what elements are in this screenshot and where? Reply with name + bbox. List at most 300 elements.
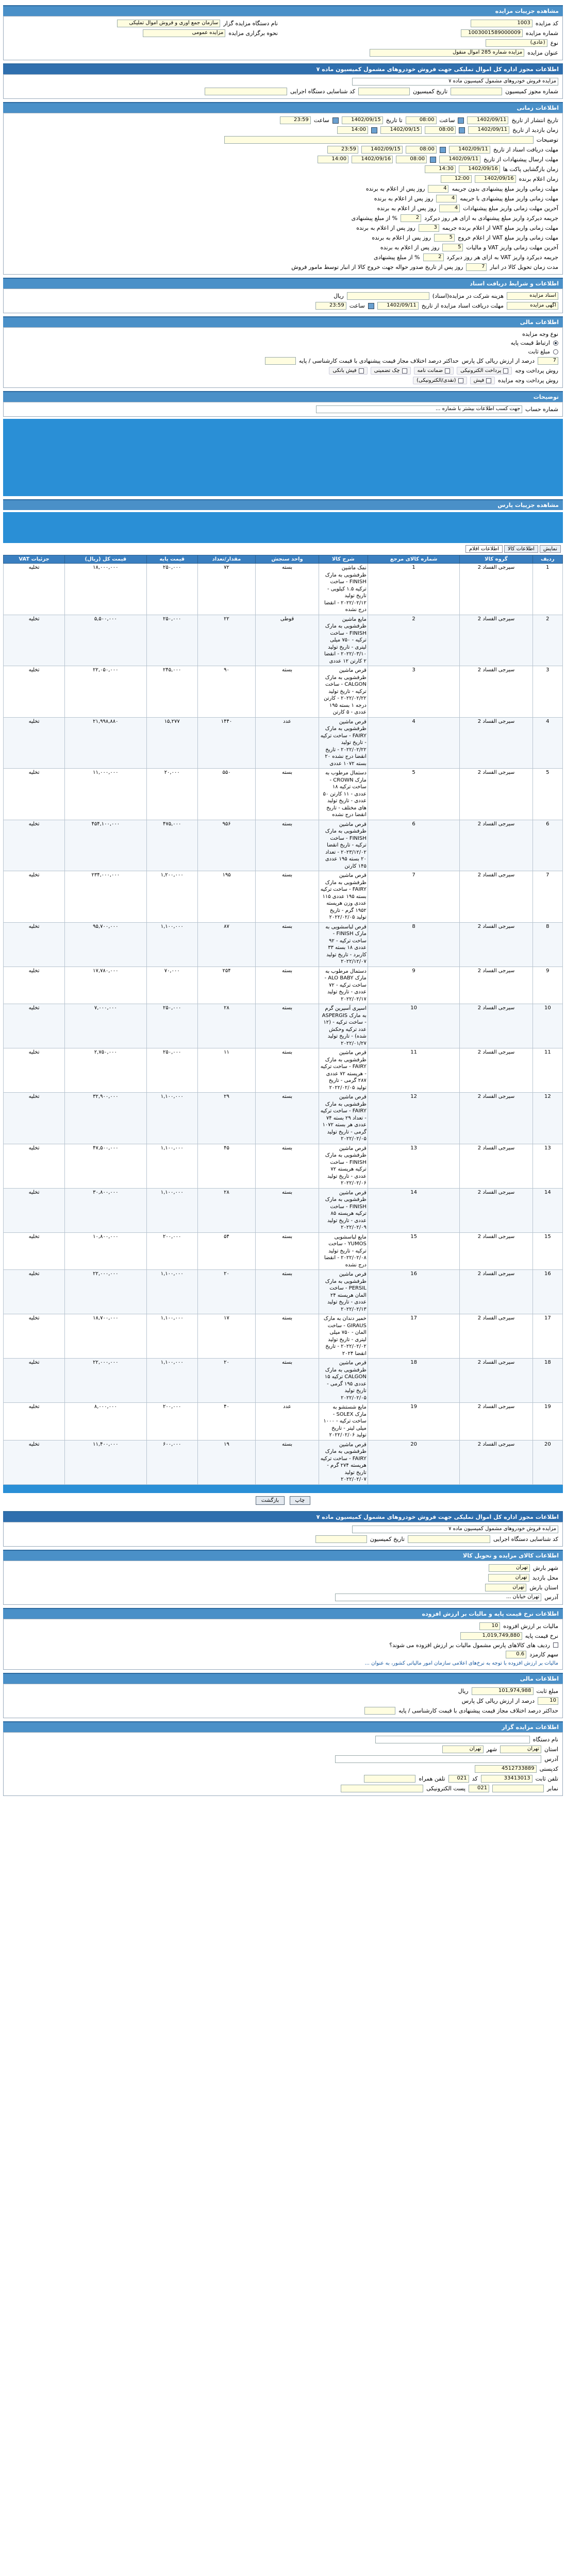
cell-n: 15 — [532, 1232, 562, 1270]
pub-time-to[interactable]: 23:59 — [280, 116, 311, 124]
bottom-device[interactable] — [408, 1535, 490, 1543]
table-row — [4, 1440, 563, 1484]
option-label: ضمانت نامه — [417, 368, 443, 374]
code-field[interactable]: 1003 — [471, 20, 532, 27]
percent2-field[interactable]: 10 — [538, 1697, 558, 1705]
cell-price: ۲۰۰,۰۰۰ — [146, 1232, 197, 1270]
timing-rule-row — [8, 213, 558, 223]
cell-desc: قرص ماشین ظرفشویی به مارک FAIRY - ساخت ترکیه - هرپسته ۷۲ عددی ۲۸۷ گرمی - تاریخ تولید ۲۰۲۲/۰۲/۰۵ — [319, 1048, 368, 1093]
payment-option[interactable] — [457, 367, 512, 375]
cell-code: 11 — [368, 1048, 459, 1093]
cell-code: 16 — [368, 1270, 459, 1314]
c-mobile-field[interactable] — [364, 1775, 415, 1783]
items-info-header: اطلاعات کالای مزایده و تحویل کالا — [3, 1550, 563, 1561]
option-checkbox[interactable] — [486, 378, 491, 383]
account-field[interactable]: جهت کسب اطلاعات بیشتر با شماره ... — [316, 405, 522, 413]
cell-unit: بسته — [256, 1232, 319, 1270]
cell-price: ۱,۱۰۰,۰۰۰ — [146, 1359, 197, 1403]
c-province-label: استان — [544, 1745, 558, 1753]
pub-from[interactable]: 1402/09/11 — [467, 116, 508, 124]
rule-value[interactable]: 5 — [442, 244, 463, 251]
subject-panel — [3, 74, 563, 99]
calendar-icon[interactable] — [430, 157, 436, 163]
cell-group: سیرجی الفساد 2 — [460, 769, 532, 820]
rule-value[interactable]: 4 — [436, 195, 457, 202]
payment-option[interactable] — [371, 367, 411, 375]
cell-code: 2 — [368, 615, 459, 666]
descriptions-panel — [3, 402, 563, 417]
cell-unit: بسته — [256, 1359, 319, 1403]
fixed2-label: مبلغ ثابت — [536, 1687, 558, 1694]
column-header: ردیف — [532, 555, 562, 564]
rule-text: مدت زمان تحویل کالا در انبار — [490, 264, 558, 270]
org-field[interactable]: سازمان جمع آوری و فروش اموال تملیکی — [117, 20, 220, 27]
table-footer — [3, 1485, 563, 1493]
visit-to[interactable]: 1402/09/15 — [380, 126, 422, 134]
item-tabs — [3, 543, 563, 555]
cell-vat[interactable]: تخلیه — [4, 1440, 65, 1484]
cell-code: 20 — [368, 1440, 459, 1484]
c-province-field[interactable]: تهران — [500, 1745, 541, 1753]
cell-qty: ۲۰ — [197, 1270, 255, 1314]
deadline-label: مهلت دریافت اسناد مزایده از تاریخ — [421, 302, 504, 309]
timing-panel — [3, 113, 563, 275]
calendar-icon[interactable] — [440, 147, 446, 153]
option-checkbox[interactable] — [445, 368, 450, 374]
c-postal-field[interactable]: 4512733889 — [475, 1765, 537, 1773]
option-label: پرداخت الکترونیکی — [460, 368, 502, 374]
rule-unit: % از مبلغ پیشنهادی — [351, 215, 398, 222]
docs-from[interactable]: 1402/09/11 — [449, 146, 490, 154]
type-field[interactable]: (عادی) — [486, 39, 547, 47]
cell-vat[interactable]: تخلیه — [4, 564, 65, 615]
cell-total: ۱۱,۴۰۰,۰۰۰ — [65, 1440, 146, 1484]
cell-price: ۱,۱۰۰,۰۰۰ — [146, 1314, 197, 1359]
table-row — [4, 1093, 563, 1144]
cell-qty: ۲۸ — [197, 1188, 255, 1232]
cell-group: سیرجی الفساد 2 — [460, 1144, 532, 1188]
fixed2-field[interactable]: 101,974,988 — [472, 1687, 534, 1695]
cell-total: ۲۳۴,۰۰۰,۰۰۰ — [65, 871, 146, 923]
cell-vat[interactable]: تخلیه — [4, 1004, 65, 1048]
rule-text: مهلت زمانی واریز مبلغ پیشنهادی بدون جریمه — [452, 185, 558, 192]
cell-n: 7 — [532, 871, 562, 923]
conditions-panel — [3, 289, 563, 313]
cell-unit: بسته — [256, 1188, 319, 1232]
c-phone-field[interactable]: 33413013 — [481, 1775, 532, 1783]
cell-qty: ۲۲ — [197, 615, 255, 666]
cell-group: سیرجی الفساد 2 — [460, 1359, 532, 1403]
table-row — [4, 922, 563, 967]
max-field[interactable] — [265, 357, 296, 365]
cell-total: ۳۲,۹۰۰,۰۰۰ — [65, 1093, 146, 1144]
cell-unit: بسته — [256, 820, 319, 871]
vat-share-label: سهم کارمزد — [529, 1651, 558, 1658]
payment-option[interactable] — [470, 377, 495, 384]
c-area-field[interactable]: 021 — [448, 1775, 469, 1783]
location-field[interactable]: تهران — [488, 1574, 529, 1582]
calendar-icon[interactable] — [368, 303, 374, 309]
commission-date-field[interactable] — [358, 88, 410, 95]
address-field[interactable]: تهران خیابان ... — [335, 1594, 541, 1601]
table-header-row — [4, 555, 563, 564]
rate-field[interactable]: 1,019,749,880 — [460, 1632, 522, 1640]
cell-desc: اسپری آسپرین گرم به مارک ASPERGIS - ساخت ترکیه - (۱۲ عدد ترکیه وحکش شده) - تاریخ تولید ۲۰۲۲/۰۱/۲۷ — [319, 1004, 368, 1048]
max2-label: حداکثر درصد اختلاف مجاز قیمت پیشنهادی با قیمت کارشناسی / پایه — [398, 1707, 558, 1714]
base-radio[interactable] — [553, 341, 558, 346]
cell-desc: قرص ماشین ظرفشویی به مارک FAIRY - ساخت ترکیه هرپسته ۲۷۴ گرم - تاریخ تولید ۲۰۲۲/۰۲/۰۷ — [319, 1440, 368, 1484]
cell-total: ۲۲,۰۵۰,۰۰۰ — [65, 666, 146, 718]
visit-from[interactable]: 1402/09/11 — [468, 126, 509, 134]
button-bar — [3, 1493, 563, 1508]
bottom-header: اطلاعات مجوز اداره کل اموال تملیکی جهت فروش خودروهای مشمول کمیسیون ماده ۷ — [3, 1511, 563, 1522]
rule-value[interactable]: 3 — [419, 224, 439, 232]
cell-unit: بسته — [256, 922, 319, 967]
desc-field[interactable] — [224, 136, 534, 144]
commission-field[interactable] — [451, 88, 502, 95]
cell-total: ۲,۷۵۰,۰۰۰ — [65, 1048, 146, 1093]
cell-desc: مایع شستشو به مارک SOLEX - ساخت ترکیه - ۱۰۰۰ میلی لیتر - تاریخ تولید ۲۰۲۲/۰۲/۰۶ — [319, 1403, 368, 1440]
payment-option[interactable] — [413, 377, 467, 384]
calendar-icon[interactable] — [458, 117, 464, 124]
cell-price: ۶۰۰,۰۰۰ — [146, 1440, 197, 1484]
bottom-panel — [3, 1522, 563, 1547]
offer-from[interactable]: 1402/09/11 — [439, 156, 480, 163]
cell-vat[interactable]: تخلیه — [4, 1093, 65, 1144]
cell-total: ۱۰,۸۰۰,۰۰۰ — [65, 1232, 146, 1270]
cell-n: 19 — [532, 1403, 562, 1440]
org2-field[interactable] — [375, 1736, 530, 1743]
cell-price: ۲۵۰,۰۰۰ — [146, 615, 197, 666]
rule-unit: روز پس از اعلام به برنده — [356, 225, 415, 231]
timing-rule-row — [8, 233, 558, 243]
base-label: ارتباط قیمت پایه — [510, 340, 550, 346]
table-row — [4, 871, 563, 923]
cell-price: ۱۵,۲۷۷ — [146, 717, 197, 769]
commission-label: شماره مجوز کمیسیون — [505, 88, 558, 95]
open-date[interactable]: 1402/09/16 — [459, 165, 500, 173]
cell-total: ۴۵۴,۱۰۰,۰۰۰ — [65, 820, 146, 871]
visit-time-from[interactable]: 08:00 — [425, 126, 456, 134]
financial2-header: اطلاعات مالی — [3, 1673, 563, 1684]
tab-item[interactable]: اطلاعات اقلام — [465, 545, 503, 553]
deadline-time-label: ساعت — [349, 302, 365, 309]
cell-desc: قرص ماشین ظرفشویی به مارک FAIRY - ساخت ترکیه - تاریخ تولید ۲۰۲۲/۰۲/۲۲ - تاریخ انقضا درج نشده ۲۰ بسته ۱۰۷۲ عددی — [319, 717, 368, 769]
view-details-header: مشاهده جزییات پارس — [3, 499, 563, 510]
offer-time-from[interactable]: 08:00 — [396, 156, 427, 163]
table-row — [4, 1359, 563, 1403]
table-row — [4, 1188, 563, 1232]
c-city-field[interactable]: تهران — [442, 1745, 484, 1753]
cell-code: 18 — [368, 1359, 459, 1403]
cell-total: ۴۷,۵۰۰,۰۰۰ — [65, 1144, 146, 1188]
location-label: محل بازدید — [532, 1574, 558, 1581]
subject-header: اطلاعات مجوز اداره کل اموال تملیکی جهت فروش خودروهای مشمول کمیسیون ماده ۷ — [3, 63, 563, 74]
pay-method-label: روش پرداخت وجه — [515, 367, 558, 374]
rule-text: آخرین مهلت زمانی واریز VAT و مالیات — [466, 244, 558, 251]
cell-n: 11 — [532, 1048, 562, 1093]
pub-label: تاریخ انتشار از تاریخ — [511, 117, 558, 124]
cell-desc: قرص ماشین ظرفشویی به مارک PERSIL - ساخت المان هرپسته ۲۴ عددی - تاریخ تولید ۲۰۲۲/۰۲/۱۳ — [319, 1270, 368, 1314]
side-docs[interactable]: اسناد مزایده — [507, 292, 558, 300]
org-label: نام دستگاه مزایده گزار — [223, 20, 278, 27]
cell-desc: قرص ماشین ظرفشویی به مارک FINISH - ساخت ترکیه هرپسته ۷۲ عددی - تاریخ تولید ۲۰۲۲/۰۲/۰۶ — [319, 1144, 368, 1188]
percent-field[interactable]: 7 — [538, 357, 558, 365]
table-row — [4, 1232, 563, 1270]
cell-price: ۷۰,۰۰۰ — [146, 967, 197, 1004]
cell-total: ۱۸,۰۰۰,۰۰۰ — [65, 564, 146, 615]
cell-desc: دستمال مرطوب به مارک ALO BABY - ساخت ترکیه - ۷۲ عددی - تاریخ تولید ۲۰۲۲/۰۲/۱۷ — [319, 967, 368, 1004]
cell-unit: بسته — [256, 1144, 319, 1188]
fee-field[interactable] — [347, 292, 429, 300]
payment-option[interactable] — [414, 367, 454, 375]
column-header: جزئیات VAT — [4, 555, 65, 564]
cell-qty: ۲۸ — [197, 1004, 255, 1048]
cell-group: سیرجی الفساد 2 — [460, 564, 532, 615]
percent2-label: درصد از ارزش ریالی کل پارس — [461, 1697, 535, 1704]
rate-label: نرخ قیمت پایه — [525, 1632, 558, 1639]
option-checkbox[interactable] — [359, 368, 364, 374]
table-row — [4, 1144, 563, 1188]
exec-label: نحوه برگزاری مزایده — [228, 30, 278, 37]
column-header: شماره کالای مرجع — [368, 555, 459, 564]
type-label: نوع — [550, 40, 558, 46]
cell-n: 5 — [532, 769, 562, 820]
docs-time-to[interactable]: 23:59 — [327, 146, 358, 154]
cell-vat[interactable]: تخلیه — [4, 967, 65, 1004]
vat-share-field[interactable]: 0.6 — [506, 1651, 526, 1658]
docs-time-from[interactable]: 08:00 — [406, 146, 437, 154]
tender-panel — [3, 16, 563, 60]
store-field[interactable]: تهران — [489, 1564, 530, 1572]
print-button[interactable]: چاپ — [290, 1496, 311, 1505]
pub-time-from[interactable]: 08:00 — [406, 116, 437, 124]
cell-vat[interactable]: تخلیه — [4, 717, 65, 769]
base-price-panel — [3, 1619, 563, 1670]
cell-desc: قرص ماشین ظرفشویی به مارک FINISH - ساخت ترکیه هرپسته ۸۵ عددی - تاریخ تولید ۲۰۲۲/۰۲/۰۹ — [319, 1188, 368, 1232]
cell-vat[interactable]: تخلیه — [4, 922, 65, 967]
c-phone-label: تلفن ثابت — [535, 1775, 558, 1782]
cell-n: 3 — [532, 666, 562, 718]
visit-time-to[interactable]: 14:00 — [337, 126, 368, 134]
cell-qty: ۲۹ — [197, 1093, 255, 1144]
vat-label: مالیات بر ارزش افزوده — [503, 1622, 558, 1630]
rule-unit: % از مبلغ پیشنهادی — [374, 254, 420, 261]
province-label: استان بارش — [529, 1584, 558, 1591]
cell-desc: قرص ماشین ظرفشویی به مارک FAIRY - ساخت ترکیه - تعداد ۲۹ بسته ۷۴ عددی هر بسته ۱۰۷۲ گرمی - تاریخ تولید ۲۰۲۲/۰۲/۰۵ — [319, 1093, 368, 1144]
cell-vat[interactable]: تخلیه — [4, 769, 65, 820]
province-field[interactable]: تهران — [485, 1584, 526, 1591]
commission-date-label: تاریخ کمیسیون — [413, 88, 448, 95]
option-label: فیش بانکی — [332, 368, 357, 374]
c-fax-area[interactable]: 021 — [469, 1785, 489, 1792]
docs-label: مهلت دریافت اسناد از تاریخ — [493, 146, 558, 153]
rule-unit: روز پس از اعلام به برنده — [380, 244, 440, 251]
payment-option[interactable] — [329, 367, 367, 375]
rule-value[interactable]: 5 — [434, 234, 455, 242]
open-label: زمان بازگشایی پاکت ها — [503, 166, 558, 173]
docs-to[interactable]: 1402/09/15 — [361, 146, 403, 154]
cell-vat[interactable]: تخلیه — [4, 1144, 65, 1188]
option-checkbox[interactable] — [402, 368, 407, 374]
c-fax-field[interactable] — [492, 1785, 544, 1792]
fee-label: هزینه شرکت در مزایده(اسناد) — [432, 293, 504, 299]
cell-unit: بسته — [256, 967, 319, 1004]
cell-code: 14 — [368, 1188, 459, 1232]
table-row — [4, 615, 563, 666]
c-address-field[interactable] — [335, 1755, 541, 1763]
rule-value[interactable]: 4 — [428, 185, 448, 193]
deadline-time[interactable]: 23:59 — [315, 302, 346, 310]
cell-group: سیرجی الفساد 2 — [460, 967, 532, 1004]
cell-n: 9 — [532, 967, 562, 1004]
table-row — [4, 1004, 563, 1048]
cell-unit: قوطی — [256, 615, 319, 666]
bottom-commission[interactable] — [315, 1535, 367, 1543]
cell-unit: بسته — [256, 769, 319, 820]
rule-unit: روز پس از تاریخ صدور حواله جهت خروج کالا از انبار توسط مامور فروش — [291, 264, 463, 270]
cell-vat[interactable]: تخلیه — [4, 871, 65, 923]
table-row — [4, 1048, 563, 1093]
cell-unit: عدد — [256, 1403, 319, 1440]
offer-time-to[interactable]: 14:00 — [318, 156, 348, 163]
timing-rule-row — [8, 184, 558, 194]
cell-qty: ۸۷ — [197, 922, 255, 967]
calendar-icon[interactable] — [459, 127, 465, 133]
timing-rules — [8, 184, 558, 272]
cell-qty: ۱۹ — [197, 1440, 255, 1484]
cell-qty: ۲۵۴ — [197, 967, 255, 1004]
cell-vat[interactable]: تخلیه — [4, 1270, 65, 1314]
rule-text: جریمه دیرکرد واریز VAT به ازای هر روز دیرکرد — [446, 254, 558, 261]
cell-vat[interactable]: تخلیه — [4, 1188, 65, 1232]
number-field[interactable]: 1003001589000009 — [461, 29, 523, 37]
descriptions-header: توضیحات — [3, 391, 563, 402]
rule-value[interactable]: 2 — [401, 214, 421, 222]
address-label: آدرس — [544, 1594, 558, 1601]
cell-group: سیرجی الفساد 2 — [460, 1188, 532, 1232]
timing-rule-row — [8, 223, 558, 233]
financial2-panel — [3, 1684, 563, 1718]
cell-price: ۲۰,۰۰۰ — [146, 769, 197, 820]
table-row — [4, 717, 563, 769]
cell-n: 17 — [532, 1314, 562, 1359]
column-header: گروه کالا — [460, 555, 532, 564]
device-field[interactable] — [205, 88, 287, 95]
option-checkbox[interactable] — [503, 368, 508, 374]
cell-vat[interactable]: تخلیه — [4, 820, 65, 871]
max-label: حداکثر درصد اختلاف مجاز قیمت پیشنهادی با قیمت کارشناسی / پایه — [298, 358, 459, 364]
cell-price: ۴۷۵,۰۰۰ — [146, 820, 197, 871]
offer-to[interactable]: 1402/09/16 — [352, 156, 393, 163]
description-area — [3, 419, 563, 496]
cell-vat[interactable]: تخلیه — [4, 666, 65, 718]
rule-value[interactable]: 7 — [466, 263, 487, 271]
subject-field[interactable]: مزایده فروش خودروهای مشمول کمیسیون ماده ۷ — [352, 78, 558, 86]
bottom-subject[interactable]: مزایده فروش خودروهای مشمول کمیسیون ماده ۷ — [352, 1526, 558, 1533]
c-area-label: کد — [472, 1775, 478, 1782]
cell-desc: قرص ماشین ظرفشویی به مارک CALGON ترکیه ۱۵ عددی ۱۹۵ گرمی - تاریخ تولید ۲۰۲۲/۰۲/۰۵ — [319, 1359, 368, 1403]
cell-vat[interactable]: تخلیه — [4, 1048, 65, 1093]
rule-value[interactable]: 4 — [439, 205, 460, 212]
fixed-radio[interactable] — [553, 349, 558, 354]
cell-price: ۱,۱۰۰,۰۰۰ — [146, 922, 197, 967]
vat-checkbox[interactable] — [553, 1642, 558, 1648]
max2-field[interactable] — [364, 1707, 395, 1715]
title-field[interactable]: مزایده شماره 285 اموال منقول — [370, 49, 524, 57]
deadline-from[interactable]: 1402/09/11 — [377, 302, 419, 310]
cell-price: ۱,۱۰۰,۰۰۰ — [146, 1144, 197, 1188]
announce-time[interactable]: 12:00 — [441, 175, 472, 183]
table-body — [4, 564, 563, 1485]
fin-type-label: نوع وجه مزایده — [522, 331, 558, 337]
column-header: قیمت کل (ریال) — [65, 555, 146, 564]
cell-total: ۳۰,۸۰۰,۰۰۰ — [65, 1188, 146, 1232]
cell-qty: ۱۱ — [197, 1048, 255, 1093]
option-checkbox[interactable] — [458, 378, 463, 383]
financial-header: اطلاعات مالی — [3, 316, 563, 327]
cell-group: سیرجی الفساد 2 — [460, 1314, 532, 1359]
calendar-icon[interactable] — [332, 117, 339, 124]
cell-n: 16 — [532, 1270, 562, 1314]
rule-unit: روز پس از اعلام به برنده — [374, 195, 434, 202]
cell-code: 4 — [368, 717, 459, 769]
pub-to[interactable]: 1402/09/15 — [342, 116, 383, 124]
c-email-field[interactable] — [341, 1785, 423, 1792]
pub-time-label-2: ساعت — [313, 117, 329, 124]
cell-unit: بسته — [256, 871, 319, 923]
timing-rule-row — [8, 243, 558, 252]
cell-group: سیرجی الفساد 2 — [460, 922, 532, 967]
cell-unit: بسته — [256, 1270, 319, 1314]
cell-vat[interactable]: تخلیه — [4, 615, 65, 666]
table-row — [4, 967, 563, 1004]
rule-text: مهلت زمانی واریز مبلغ پیشنهادی با جریمه — [460, 195, 558, 202]
cell-total: ۸,۰۰۰,۰۰۰ — [65, 1403, 146, 1440]
cell-vat[interactable]: تخلیه — [4, 1314, 65, 1359]
tab-item[interactable]: اطلاعات کالا — [504, 545, 538, 553]
cell-group: سیرجی الفساد 2 — [460, 1048, 532, 1093]
tab-item[interactable]: نمایش — [540, 545, 561, 553]
cell-qty: ۵۴ — [197, 1232, 255, 1270]
calendar-icon[interactable] — [371, 127, 377, 133]
announce-label: زمان اعلام برنده — [519, 176, 558, 182]
cell-code: 13 — [368, 1144, 459, 1188]
exec-field[interactable]: مزایده عمومی — [143, 29, 225, 37]
cell-n: 2 — [532, 615, 562, 666]
table-row — [4, 820, 563, 871]
cell-vat[interactable]: تخلیه — [4, 1359, 65, 1403]
cell-code: 8 — [368, 922, 459, 967]
cell-code: 1 — [368, 564, 459, 615]
vat-field[interactable]: 10 — [479, 1622, 500, 1630]
table-row — [4, 769, 563, 820]
open-time[interactable]: 14:30 — [425, 165, 456, 173]
cell-qty: ۷۲ — [197, 564, 255, 615]
side-ad[interactable]: آگهی مزایده — [507, 302, 558, 310]
device-label: کد شناسایی دستگاه اجرایی — [290, 88, 355, 95]
cell-price: ۲۵۰,۰۰۰ — [146, 564, 197, 615]
back-button[interactable]: بازگشت — [256, 1496, 285, 1505]
items-table — [3, 555, 563, 1485]
cell-price: ۲۵۰,۰۰۰ — [146, 1048, 197, 1093]
rule-value[interactable]: 2 — [423, 253, 444, 261]
cell-desc: قرص ماشین ظرفشویی به مارک FAIRY - ساخت ترکیه بسته ۱۹۵ عددی ۱۱۵ عددی وزن هرپسته ۱۹۵۲ گرم - تاریخ تولید ۲۰۲۲/۰۲/۰۵ — [319, 871, 368, 923]
cell-vat[interactable]: تخلیه — [4, 1232, 65, 1270]
announce-date[interactable]: 1402/09/16 — [475, 175, 516, 183]
cell-vat[interactable]: تخلیه — [4, 1403, 65, 1440]
account-label: شماره حساب — [525, 406, 558, 413]
